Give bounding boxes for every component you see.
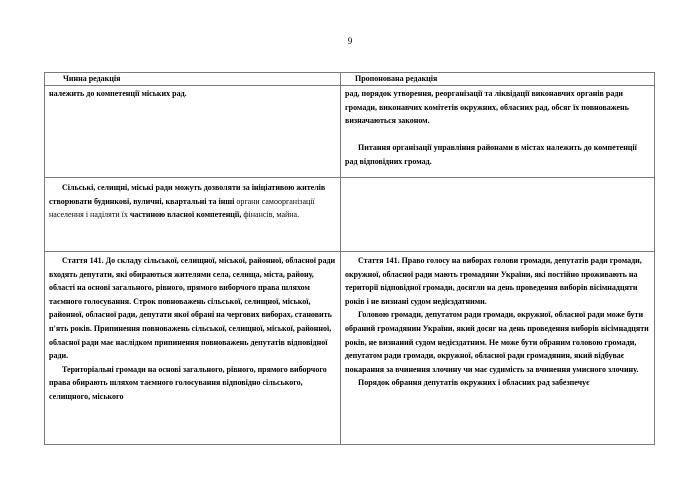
current-version-cell <box>45 252 341 445</box>
table-row <box>45 252 655 445</box>
cell-paragraph <box>49 181 337 222</box>
bold-text: Сільські, селищні, міські ради можуть дозволяти за ініціативою жителів створювати будинкові, вуличні, квартальні та інші <box>49 183 326 206</box>
regular-text: органи самоорганізації населення і наділяти їх <box>49 196 315 220</box>
table-row <box>45 178 655 252</box>
cell-paragraph: Стаття 141. Право голосу на виборах голови громади, депутатів ради громади, окружної, обласної ради мають громадяни України, які постійно проживають на території відповідної громади, досягли на день проведення виборів вісімнадцяти років і не визнані судом недієздатними. <box>345 256 642 306</box>
proposed-version-cell <box>341 86 655 178</box>
table-row <box>45 86 655 178</box>
cell-paragraph: Стаття 141. До складу сільської, селищної, міської, районної, обласної ради входять депутати, які обираються жителями села, селища, міста, району, області на основі загального, рівного, прямого виборчого права шляхом таємного голосування. Строк повноважень сільської, селищної, міської, районної, обласної ради, депутати якої обрані на чергових виборах, становить п'ять років. Припинення повноважень сільської, селищної, міської, районної, обласної ради має наслідком припинення повноважень депутатів відповідної ради. <box>49 256 336 361</box>
current-version-cell <box>45 86 341 178</box>
cell-paragraph: рад, порядок утворення, реорганізації та ліквідації виконавчих органів ради громади, виконавчих комітетів окружних, обласних рад, обсяг їх повноважень визначаються законом. <box>345 89 629 126</box>
header-proposed-version: Пропонована редакція <box>341 73 655 86</box>
cell-paragraph: належить до компетенції міських рад. <box>49 89 187 98</box>
bold-text: частиною власної компетенції, <box>129 210 242 220</box>
cell-paragraph: Порядок обрання депутатів окружних і обласних рад забезпечує <box>358 378 590 388</box>
cell-paragraph: Головою громади, депутатом ради громади, окружної, обласної ради може бути обраний громадянин України, який досяг на день проведення виборів вісімнадцяти років, не визнаний судом недієздатним. Не може бути обраним головою громади, депутатом ради громади, окружної, обласної ради громадянин, який відбуває покарання за вчинення злочину чи має судимість за вчинення умисного злочину. <box>345 310 649 374</box>
proposed-version-cell <box>341 178 655 252</box>
proposed-version-cell <box>341 252 655 445</box>
table-header-row <box>45 73 655 86</box>
regular-text: фінансів, майна. <box>241 210 300 220</box>
page-number: 9 <box>347 36 353 46</box>
cell-paragraph: Питання організації управління районами в містах належить до компетенції рад відповідних громад. <box>345 143 637 166</box>
current-version-cell <box>45 178 341 252</box>
header-current-version: Чинна редакція <box>45 73 341 86</box>
cell-paragraph: Територіальні громади на основі загального, рівного, прямого виборчого права обирають шляхом таємного голосування відповідно сільського, селищного, міського <box>49 364 327 401</box>
comparison-table <box>44 72 655 445</box>
